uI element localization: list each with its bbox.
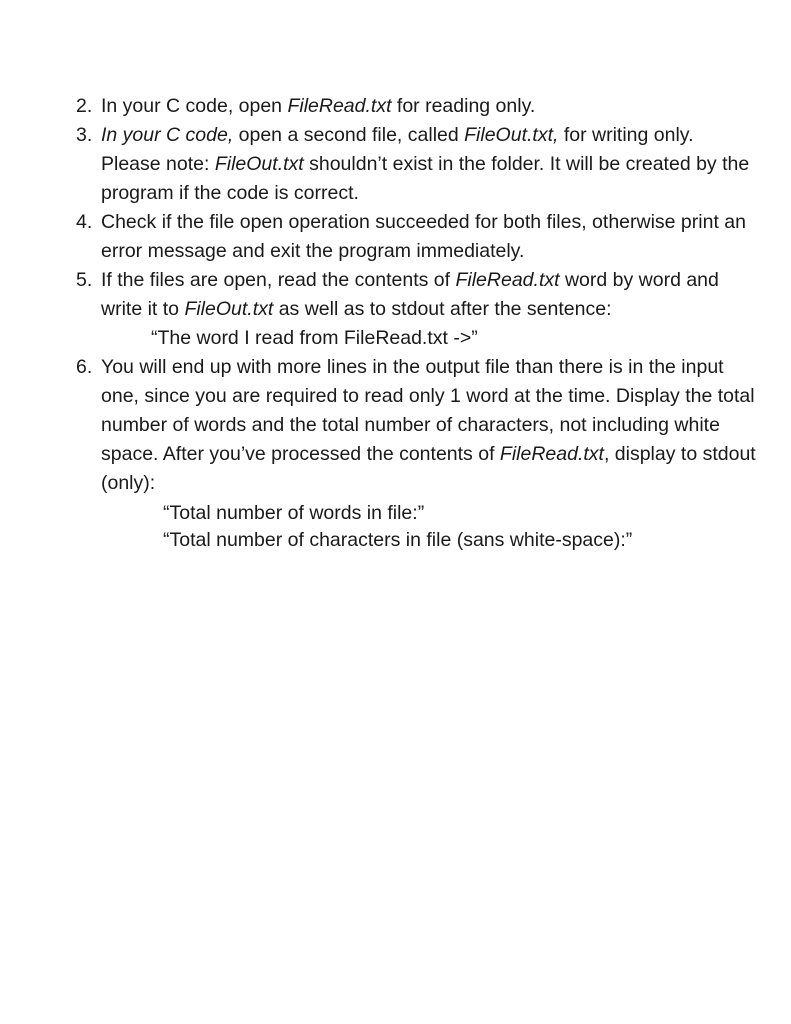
item-number: 6. [76,356,93,378]
instruction-list [76,92,756,554]
filename-text: FileOut.txt [214,153,304,175]
item-number: 2. [76,95,93,117]
filename-text: FileRead.txt [287,95,392,117]
item-text [101,356,756,494]
quoted-output-line: “Total number of characters in file (sans white-space):” [163,529,633,551]
text-segment: You will end up with more lines in the output file than there is in the input one, since you are required to read only 1 word at the time. Display the total number of words and the total number of characters, not including white space. After you’ve processed the contents of [101,356,755,465]
item-number: 5. [76,269,93,291]
list-item-2 [76,92,756,121]
emphasis-text: In your C code, [101,124,234,146]
text-segment: Check if the file open operation succeeded for both files, otherwise print an error message and exit the program immediately. [101,211,746,262]
item-number: 3. [76,124,93,146]
filename-text: FileOut.txt, [464,124,559,146]
filename-text: FileOut.txt [184,298,274,320]
item-text [101,269,719,320]
filename-text: FileRead.txt [499,443,604,465]
item-text [101,95,535,117]
filename-text: FileRead.txt [455,269,560,291]
text-segment: for writing only. Please note: [101,124,694,175]
text-segment: In your C code, open [101,95,288,117]
list-item-6 [76,353,756,554]
quoted-output-line: “The word I read from FileRead.txt ->” [151,327,478,349]
text-segment: for reading only. [391,95,536,117]
text-segment: shouldn’t exist in the folder. It will be created by the program if the code is correct. [101,153,750,204]
list-item-4 [76,208,756,266]
text-segment: , display to stdout (only): [101,443,756,494]
list-item-5 [76,266,756,353]
item-text [101,124,749,204]
text-segment: open a second file, called [233,124,465,146]
text-segment: If the files are open, read the contents of [101,269,456,291]
text-segment: as well as to stdout after the sentence: [273,298,612,320]
list-item-3 [76,121,756,208]
item-text [101,211,746,262]
text-segment: word by word and write it to [101,269,719,320]
item-number: 4. [76,211,93,233]
quoted-output-line: “Total number of words in file:” [163,502,425,524]
